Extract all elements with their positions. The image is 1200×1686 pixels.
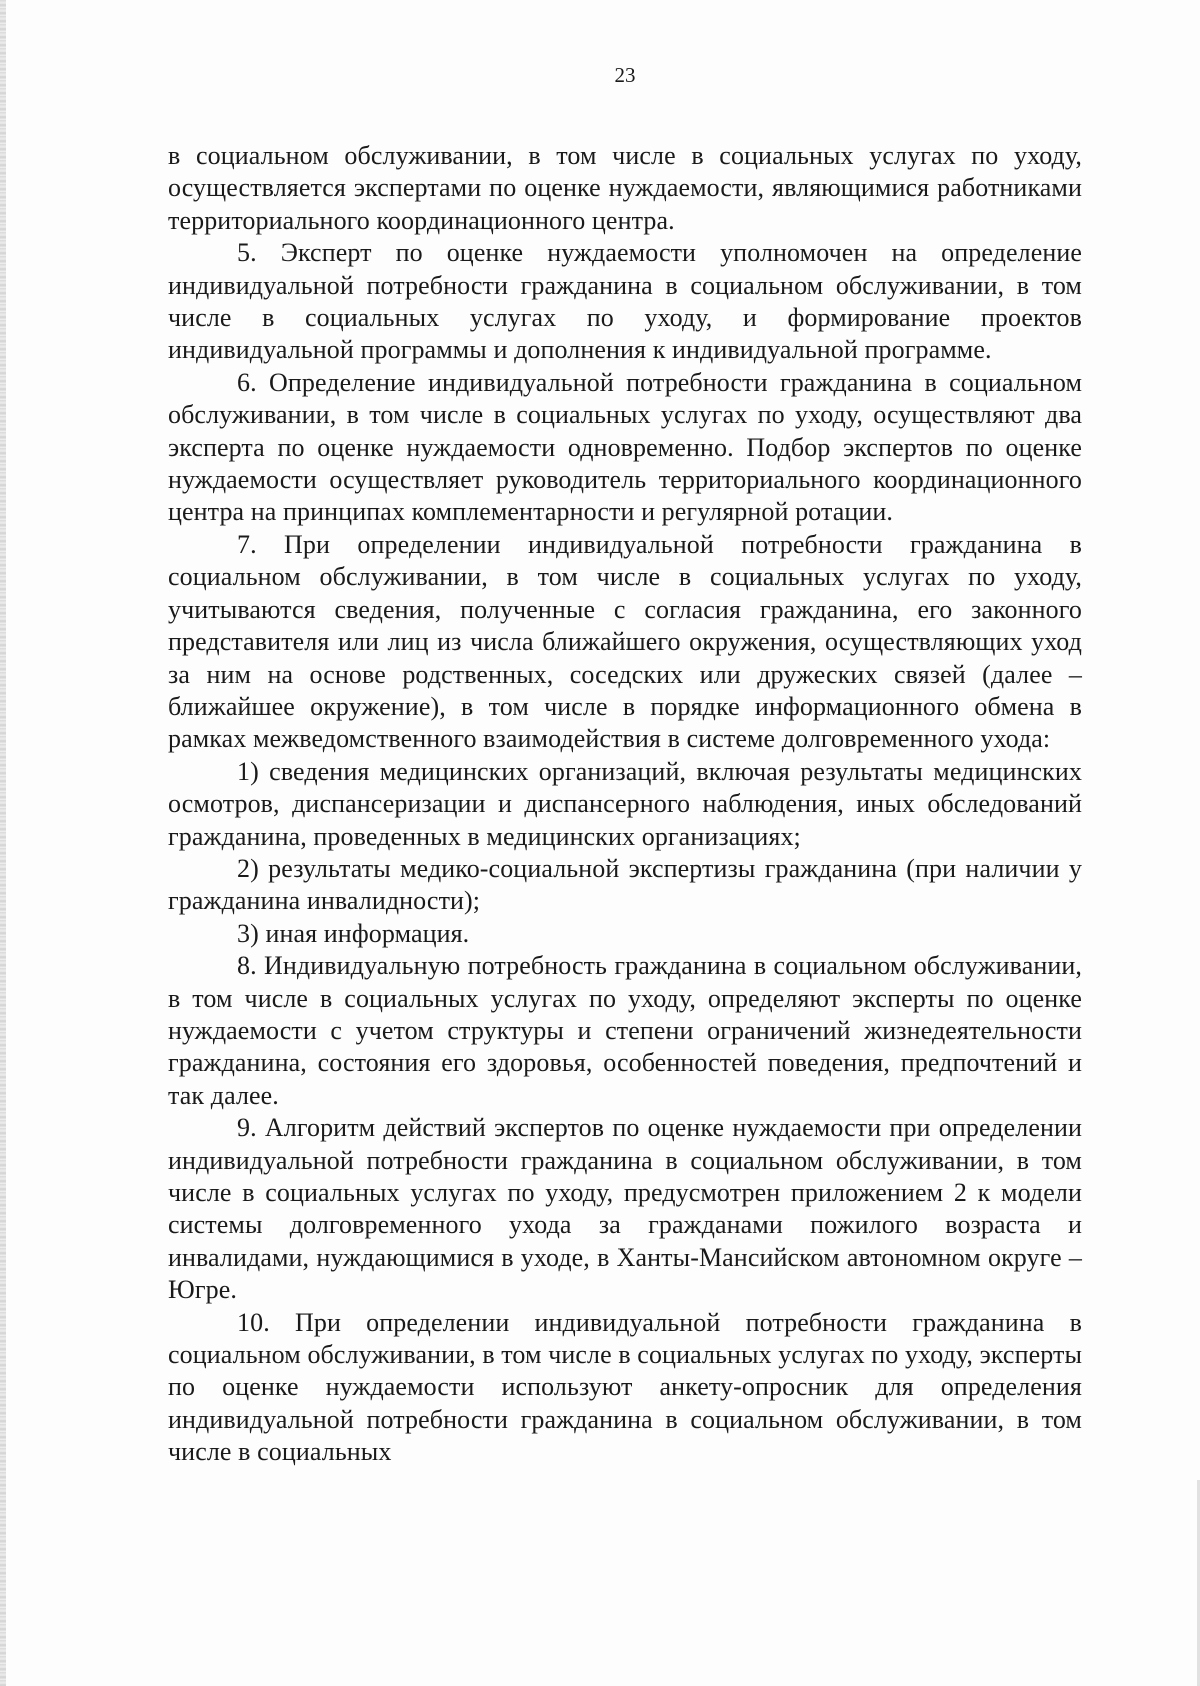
document-body	[168, 140, 1082, 1469]
paragraph-continuation: в социальном обслуживании, в том числе в социальных услугах по уходу, осуществляется экспертами по оценке нуждаемости, являющимися работниками территориального координационного центра.	[168, 141, 1082, 235]
subitem-1: 1) сведения медицинских организаций, включая результаты медицинских осмотров, диспансеризации и диспансерного наблюдения, иных обследований гражданина, проведенных в медицинских организациях;	[168, 756, 1082, 851]
paragraph-item-8: 8. Индивидуальную потребность гражданина в социальном обслуживании, в том числе в социальных услугах по уходу, определяют эксперты по оценке нуждаемости с учетом структуры и степени ограничений жизнедеятельности гражданина, состояния его здоровья, особенностей поведения, предпочтений и так далее.	[168, 951, 1082, 1110]
subitem-3: 3) иная информация.	[237, 918, 470, 948]
paragraph-item-6: 6. Определение индивидуальной потребности гражданина в социальном обслуживании, в том числе в социальных услугах по уходу, осуществляют два эксперта по оценке нуждаемости одновременно. Подбор экспертов по оценке нуждаемости осуществляет руководитель территориального координационного центра на принципах комплементарности и регулярной ротации.	[168, 367, 1082, 527]
paragraph-item-7: 7. При определении индивидуальной потребности гражданина в социальном обслуживании, в том числе в социальных услугах по уходу, учитываются сведения, полученные с согласия гражданина, его законного представителя или лиц из числа ближайшего окружения, осуществляющих уход за ним на основе родственных, соседских или дружеских связей (далее – ближайшее окружение), в том числе в порядке информационного обмена в рамках межведомственного взаимодействия в системе долговременного ухода:	[168, 529, 1082, 754]
subitem-2: 2) результаты медико-социальной экспертизы гражданина (при наличии у гражданина инвалидности);	[168, 853, 1082, 916]
page-number: 23	[614, 63, 636, 87]
scan-edge-left	[0, 0, 6, 1686]
paragraph-item-5: 5. Эксперт по оценке нуждаемости уполномочен на определение индивидуальной потребности гражданина в социальном обслуживании, в том числе в социальных услугах по уходу, и формирование проектов индивидуальной программы и дополнения к индивидуальной программе.	[168, 238, 1082, 365]
paragraph-item-9: 9. Алгоритм действий экспертов по оценке нуждаемости при определении индивидуальной потребности гражданина в социальном обслуживании, в том числе в социальных услугах по уходу, предусмотрен приложением 2 к модели системы долговременного ухода за гражданами пожилого возраста и инвалидами, нуждающимися в уходе, в Ханты-Мансийском автономном округе – Югре.	[168, 1113, 1082, 1305]
paragraph-item-10: 10. При определении индивидуальной потребности гражданина в социальном обслуживании, в том числе в социальных услугах по уходу, эксперты по оценке нуждаемости используют анкету-опросник для определения индивидуальной потребности гражданина в социальном обслуживании, в том числе в социальных	[168, 1307, 1083, 1467]
